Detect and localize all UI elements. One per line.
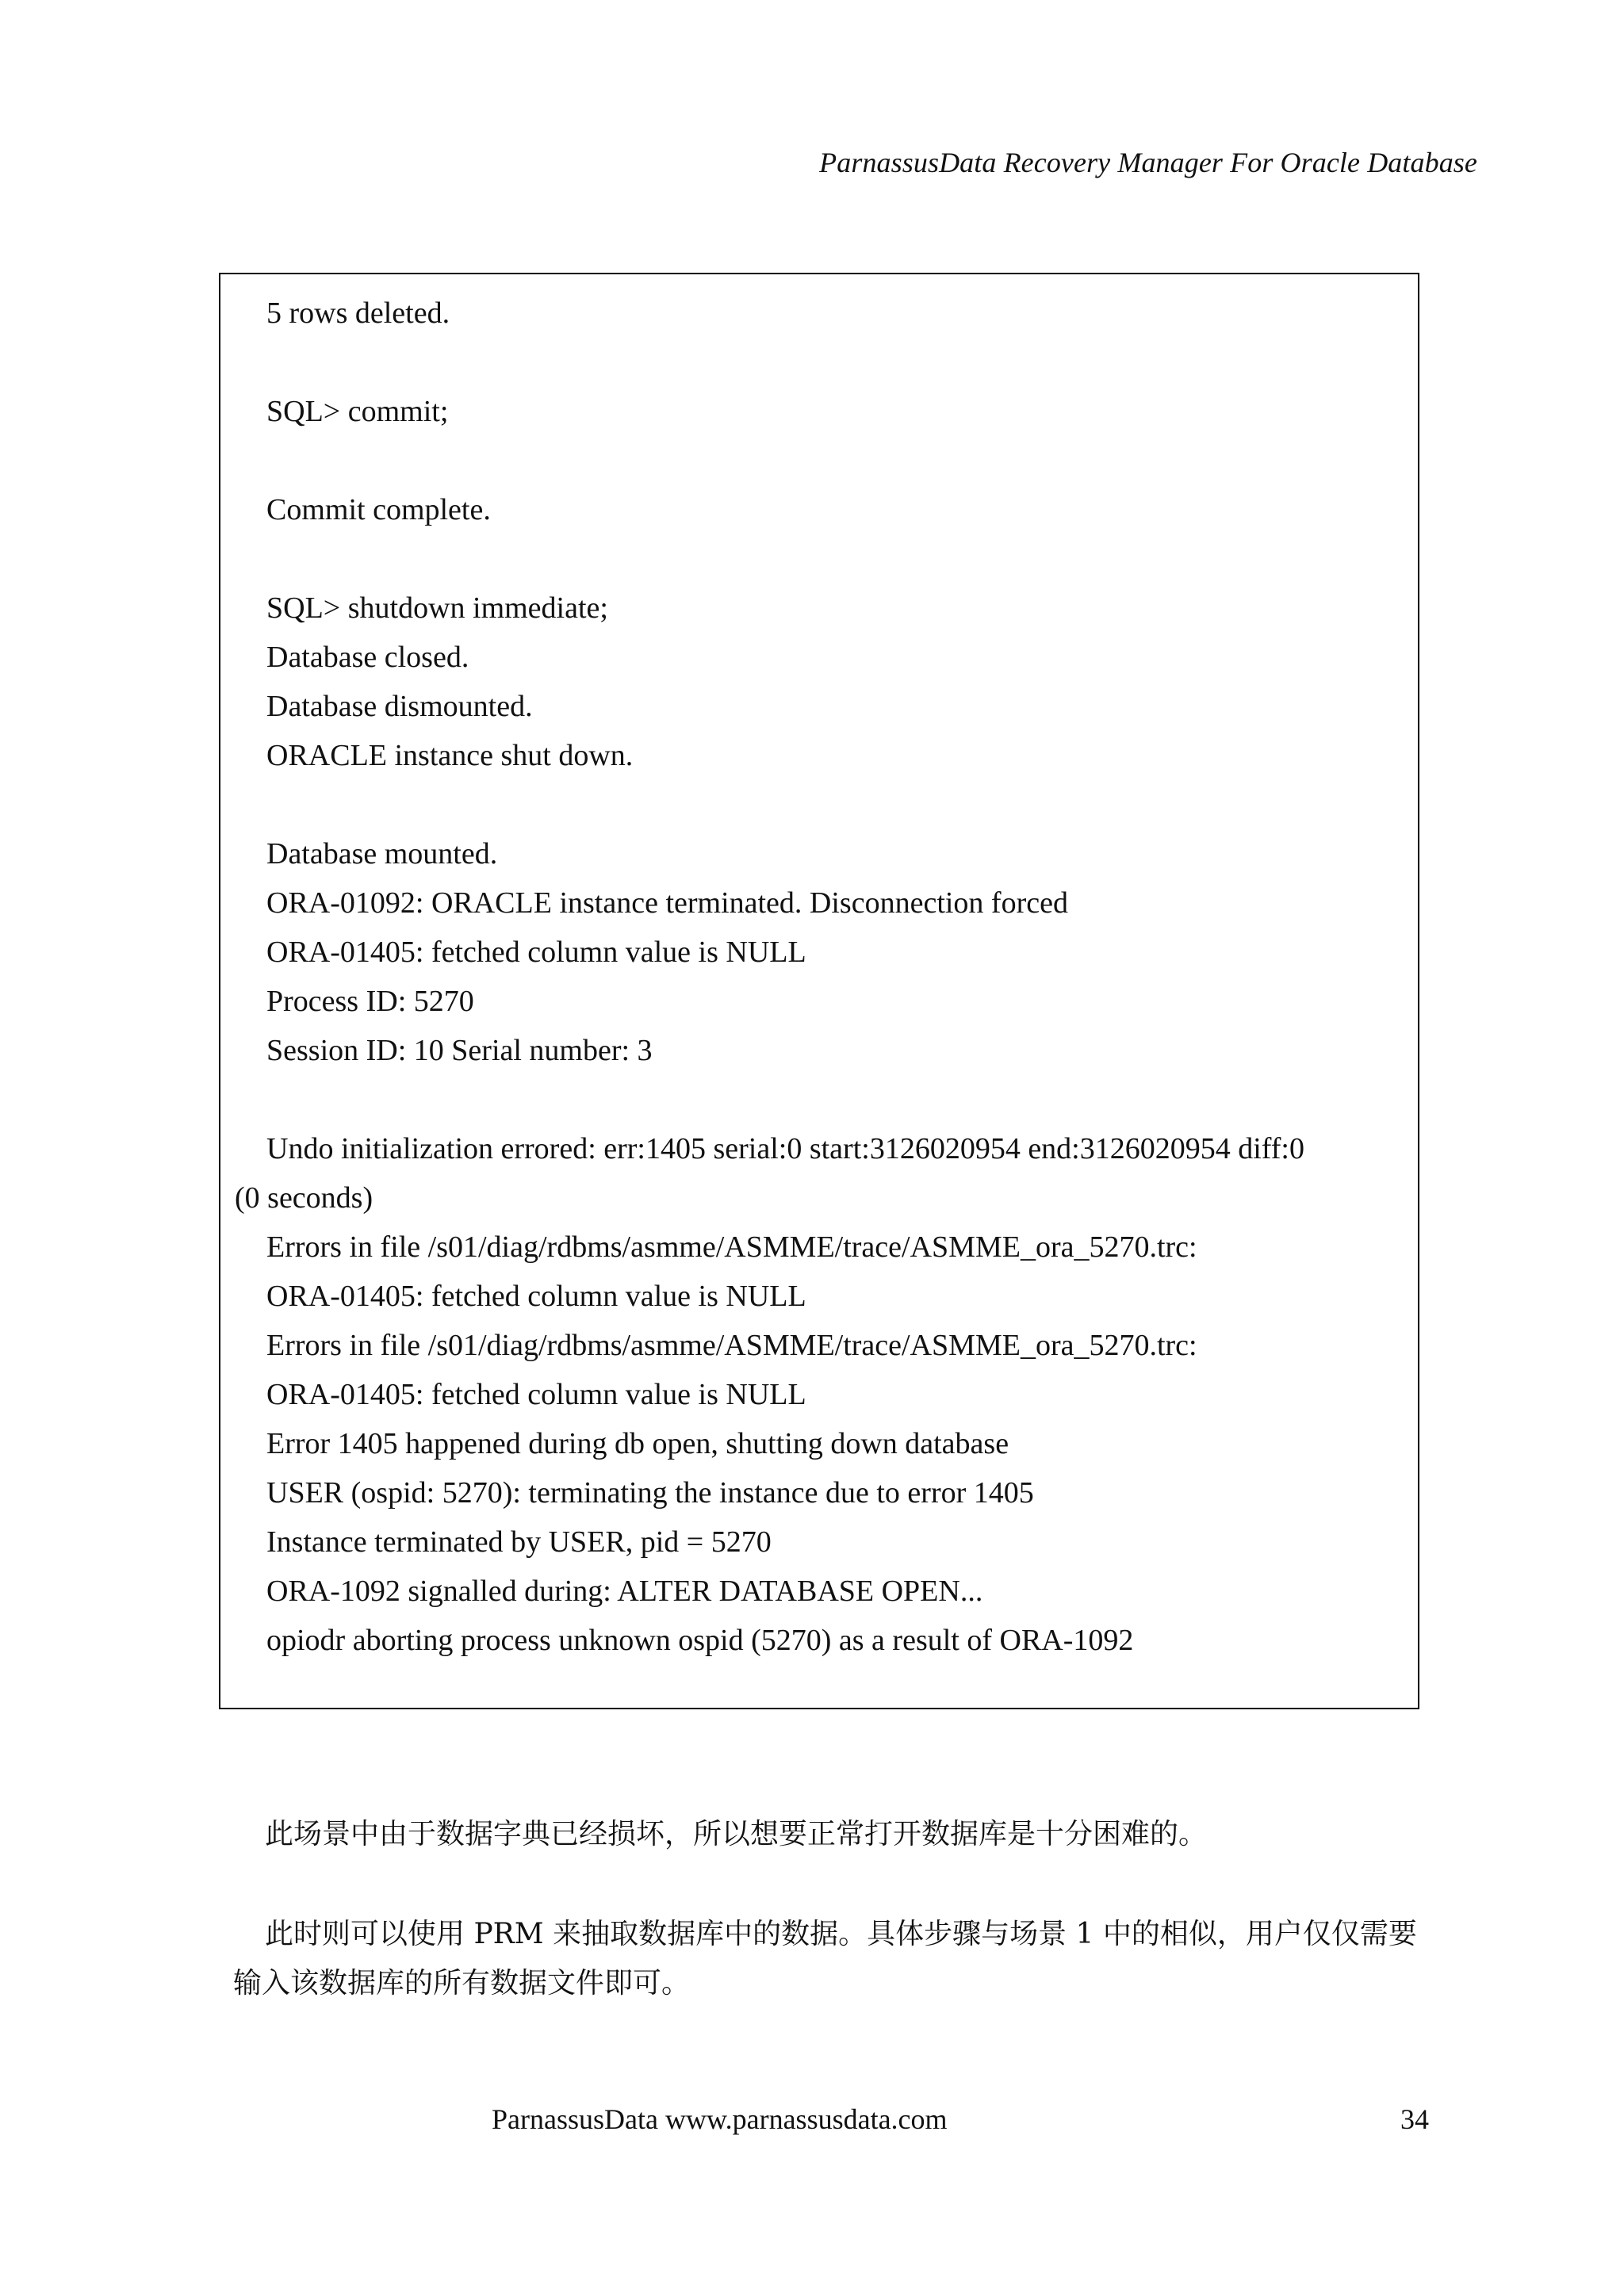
code-block: [219, 273, 1419, 1709]
code-line: ORACLE instance shut down.: [266, 739, 634, 772]
code-line: Errors in file /s01/diag/rdbms/asmme/ASMME/trace/ASMME_ora_5270.trc:: [266, 1329, 1197, 1362]
page-number: 34: [1400, 2103, 1429, 2135]
code-line: Session ID: 10 Serial number: 3: [266, 1034, 653, 1067]
body-paragraph: 此时则可以使用 PRM 来抽取数据库中的数据。具体步骤与场景 1 中的相似，用户仅仅需要: [265, 1918, 1417, 1950]
code-line: ORA-01405: fetched column value is NULL: [266, 1280, 806, 1313]
code-line: ORA-1092 signalled during: ALTER DATABASE OPEN...: [266, 1575, 983, 1608]
code-line: 5 rows deleted.: [266, 297, 450, 330]
code-line: SQL> commit;: [266, 395, 449, 428]
code-line: Database mounted.: [266, 837, 498, 871]
code-line: opiodr aborting process unknown ospid (5270) as a result of ORA-1092: [266, 1624, 1134, 1657]
page-footer: ParnassusData www.parnassusdata.com: [492, 2103, 948, 2135]
body-paragraph: 输入该数据库的所有数据文件即可。: [233, 1967, 691, 1999]
code-line: USER (ospid: 5270): terminating the instance due to error 1405: [266, 1476, 1034, 1510]
code-line: Process ID: 5270: [266, 985, 474, 1018]
code-line: Commit complete.: [266, 493, 491, 526]
code-line: Instance terminated by USER, pid = 5270: [266, 1525, 772, 1559]
code-line: Error 1405 happened during db open, shutting down database: [266, 1427, 1009, 1460]
code-line: Errors in file /s01/diag/rdbms/asmme/ASMME/trace/ASMME_ora_5270.trc:: [266, 1230, 1197, 1264]
code-line: (0 seconds): [235, 1181, 373, 1215]
page-header-title: ParnassusData Recovery Manager For Oracle Database: [819, 147, 1477, 178]
code-line: Undo initialization errored: err:1405 serial:0 start:3126020954 end:3126020954 diff:0: [266, 1132, 1304, 1165]
code-line: SQL> shutdown immediate;: [266, 591, 608, 625]
code-line: ORA-01405: fetched column value is NULL: [266, 936, 806, 969]
code-line: Database closed.: [266, 641, 469, 674]
code-line: ORA-01405: fetched column value is NULL: [266, 1378, 806, 1411]
code-line: ORA-01092: ORACLE instance terminated. Disconnection forced: [266, 886, 1068, 920]
body-paragraph: 此场景中由于数据字典已经损坏，所以想要正常打开数据库是十分困难的。: [265, 1818, 1208, 1850]
code-line: Database dismounted.: [266, 690, 533, 723]
